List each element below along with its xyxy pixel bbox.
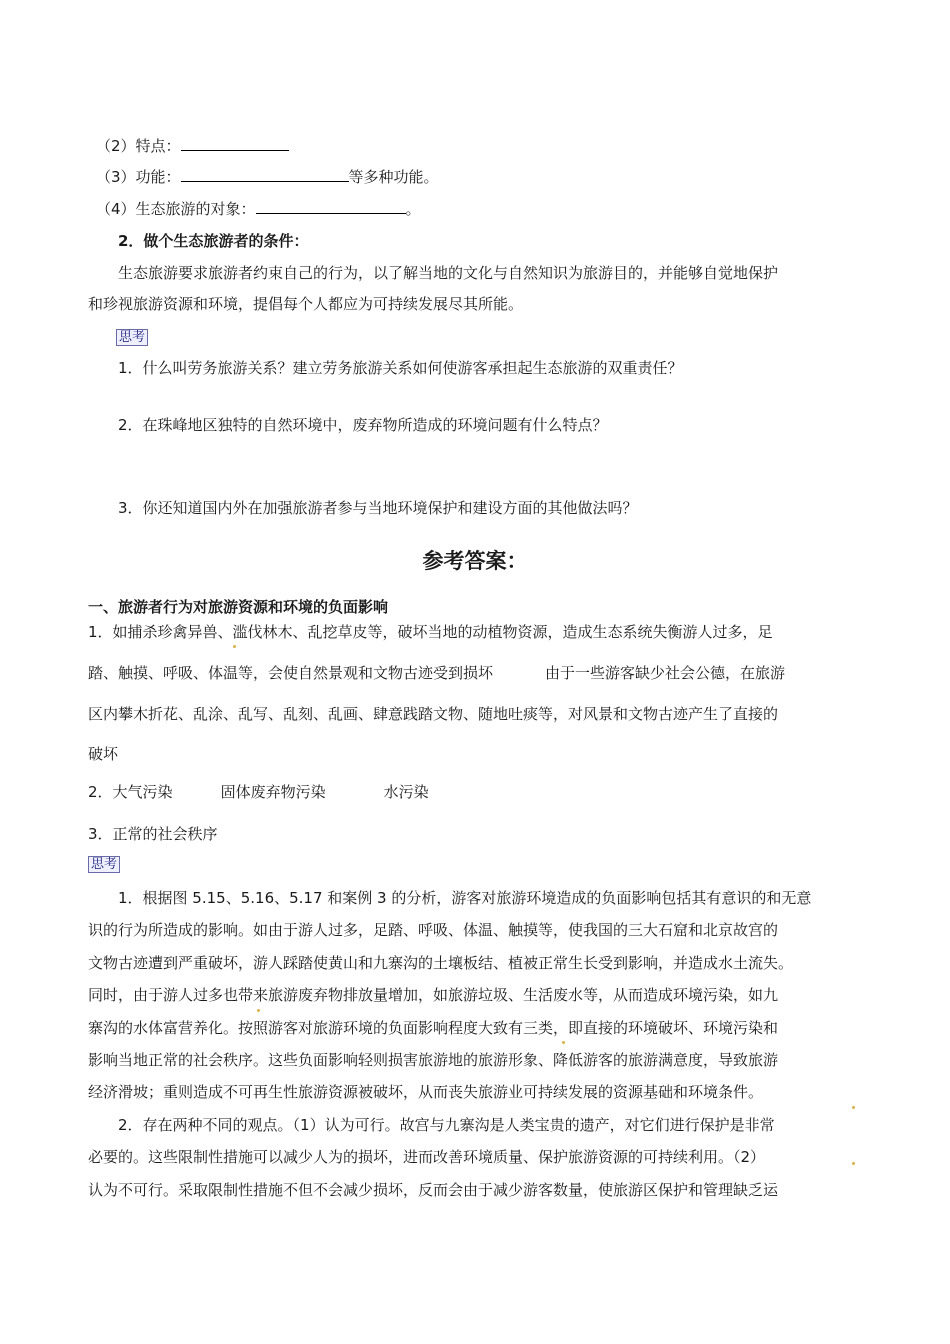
think-answer-1-line-3: 文物古迹遭到严重破坏，游人踩踏使黄山和九寨沟的土壤板结、植被正常生长受到影响，并造成水土流失。	[88, 954, 794, 972]
answer-2-line	[88, 782, 429, 802]
item-4-line	[96, 199, 421, 219]
item-3-suffix: 等多种功能。	[348, 168, 439, 186]
think-answer-2-line-2: 必要的。这些限制性措施可以减少人为的损坏，进而改善环境质量、保护旅游资源的可持续利用。（2）	[88, 1148, 766, 1166]
answer-1-line-2b: 由于一些游客缺少社会公德，在旅游	[545, 664, 786, 682]
think-tag-1: 思考	[116, 329, 148, 346]
item-2-line	[96, 136, 289, 156]
item-3-blank	[181, 167, 349, 182]
question-3: 3．你还知道国内外在加强旅游者参与当地环境保护和建设方面的其他做法吗？	[118, 499, 638, 517]
revision-mark	[257, 1009, 260, 1012]
item-3-label: （3）功能：	[96, 168, 181, 186]
answer-2-item-3: 水污染	[383, 783, 429, 801]
answers-section-heading: 一、旅游者行为对旅游资源和环境的负面影响	[88, 598, 389, 616]
answer-2-prefix: 2．	[88, 783, 113, 801]
paragraph-line-1: 生态旅游要求旅游者约束自己的行为，以了解当地的文化与自然知识为旅游目的，并能够自觉地保护	[118, 264, 779, 282]
paragraph-line-2: 和珍视旅游资源和环境，提倡每个人都应为可持续发展尽其所能。	[88, 295, 524, 313]
answer-1-line-2	[88, 663, 785, 683]
answer-1-line-4: 破坏	[88, 745, 119, 763]
question-1: 1．什么叫劳务旅游关系？建立劳务旅游关系如何使游客承担起生态旅游的双重责任？	[118, 359, 683, 377]
question-2: 2．在珠峰地区独特的自然环境中，废弃物所造成的环境问题有什么特点？	[118, 416, 608, 434]
think-answer-1-line-2: 识的行为所造成的影响。如由于游人过多，足踏、呼吸、体温、触摸等，使我国的三大石窟和北京故宫的	[88, 921, 779, 939]
item-4-label: （4）生态旅游的对象：	[96, 200, 256, 218]
revision-mark	[233, 645, 236, 648]
answer-3-line: 3．正常的社会秩序	[88, 825, 218, 843]
revision-mark	[562, 1041, 565, 1044]
item-2-label: （2）特点：	[96, 137, 181, 155]
item-3-line	[96, 167, 439, 187]
subheading-condition: 2．做个生态旅游者的条件：	[118, 232, 309, 250]
think-answer-2-line-3: 认为不可行。采取限制性措施不但不会减少损坏，反而会由于减少游客数量，使旅游区保护和管理缺乏运	[88, 1181, 779, 1199]
think-answer-1-line-5: 寨沟的水体富营养化。按照游客对旅游环境的负面影响程度大致有三类，即直接的环境破坏、环境污染和	[88, 1019, 779, 1037]
think-answer-1-line-7: 经济滑坡；重则造成不可再生性旅游资源被破坏，从而丧失旅游业可持续发展的资源基础和环境条件。	[88, 1083, 764, 1101]
answer-1-line-1: 1．如捕杀珍禽异兽、滥伐林木、乱挖草皮等，破坏当地的动植物资源，造成生态系统失衡游人过多，足	[88, 623, 773, 641]
revision-mark	[852, 1106, 855, 1109]
answer-2-item-2: 固体废弃物污染	[220, 783, 326, 801]
item-2-blank	[181, 136, 289, 151]
think-answer-1-line-4: 同时，由于游人过多也带来旅游废弃物排放量增加，如旅游垃圾、生活废水等，从而造成环境污染，如九	[88, 986, 779, 1004]
think-answer-1-line-1: 1．根据图 5.15、5.16、5.17 和案例 3 的分析，游客对旅游环境造成的负面影响包括其有意识的和无意	[118, 889, 812, 907]
think-tag-2: 思考	[88, 856, 120, 873]
answers-title: 参考答案：	[422, 549, 528, 573]
item-4-suffix: 。	[405, 200, 421, 218]
item-4-blank	[256, 199, 406, 214]
revision-mark	[852, 1162, 855, 1165]
answer-1-line-2a: 踏、触摸、呼吸、体温等，会使自然景观和文物古迹受到损坏	[88, 664, 494, 682]
think-answer-1-line-6: 影响当地正常的社会秩序。这些负面影响轻则损害旅游地的旅游形象、降低游客的旅游满意度，导致旅游	[88, 1051, 779, 1069]
answer-2-item-1: 大气污染	[112, 783, 173, 801]
answer-1-line-3: 区内攀木折花、乱涂、乱写、乱刻、乱画、肆意践踏文物、随地吐痰等，对风景和文物古迹产生了直接的	[88, 705, 779, 723]
think-answer-2-line-1: 2．存在两种不同的观点。（1）认为可行。故宫与九寨沟是人类宝贵的遗产，对它们进行保护是非常	[118, 1116, 775, 1134]
